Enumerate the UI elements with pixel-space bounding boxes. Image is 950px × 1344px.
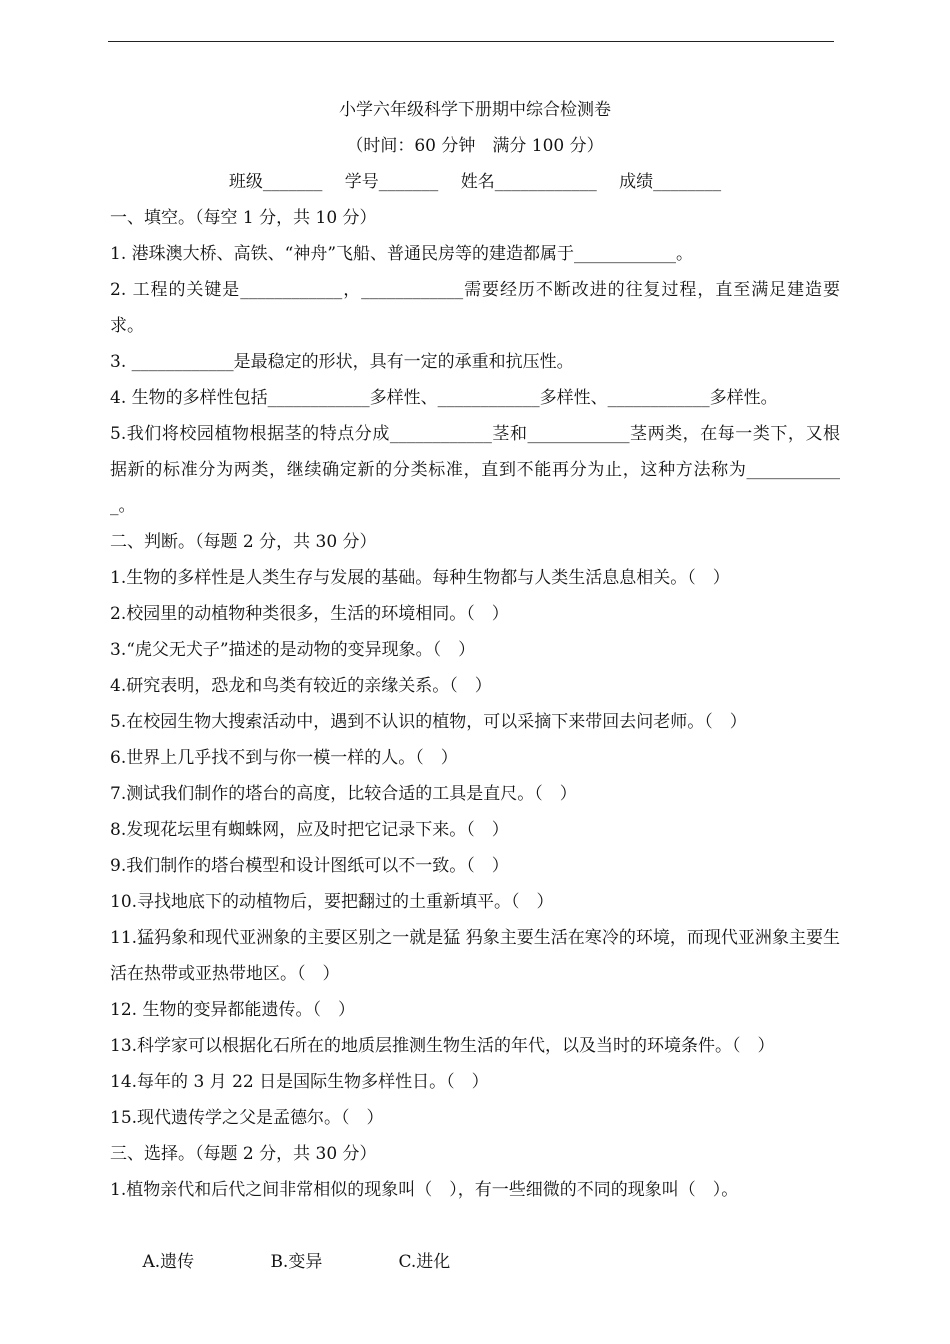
- choice-question-1: 1.植物亲代和后代之间非常相似的现象叫（ ），有一些细微的不同的现象叫（ ）。: [110, 1180, 739, 1200]
- judge-question-3: 3.“虎父无犬子”描述的是动物的变异现象。（ ）: [110, 640, 476, 660]
- fill-question-2: 2. 工程的关键是____________，____________需要经历不断改进的往复过程，直至满足建造要求。: [110, 280, 840, 336]
- judge-question-7: 7.测试我们制作的塔台的高度，比较合适的工具是直尺。（ ）: [110, 784, 577, 804]
- judge-question-10: 10.寻找地底下的动植物后，要把翻过的土重新填平。（ ）: [110, 892, 554, 912]
- judge-question-4: 4.研究表明，恐龙和鸟类有较近的亲缘关系。（ ）: [110, 676, 492, 696]
- fill-question-5: 5.我们将校园植物根据茎的特点分成____________茎和____________茎两类，在每一类下，又根据新的标准分为两类，继续确定新的分类标准，直到不能再分为止，这种方法称为____________。: [110, 424, 840, 516]
- section-3-heading: 三、选择。（每题 2 分，共 30 分）: [110, 1144, 377, 1164]
- option-b: B.变异: [270, 1252, 323, 1272]
- fill-question-1: 1. 港珠澳大桥、高铁、“神舟”飞船、普通民房等的建造都属于____________。: [110, 244, 694, 264]
- judge-question-12: 12. 生物的变异都能遗传。（ ）: [110, 1000, 355, 1020]
- judge-question-13: 13.科学家可以根据化石所在的地质层推测生物生活的年代，以及当时的环境条件。（ ）: [110, 1036, 775, 1056]
- judge-question-9: 9.我们制作的塔台模型和设计图纸可以不一致。（ ）: [110, 856, 509, 876]
- exam-title: 小学六年级科学下册期中综合检测卷: [339, 100, 611, 120]
- option-a: A.遗传: [142, 1252, 195, 1272]
- judge-question-11: 11.猛犸象和现代亚洲象的主要区别之一就是猛 犸象主要生活在寒冷的环境，而现代亚洲象主要生活在热带或亚热带地区。（ ）: [110, 928, 840, 984]
- section-2-heading: 二、判断。（每题 2 分，共 30 分）: [110, 532, 377, 552]
- exam-content: [110, 92, 840, 1316]
- option-c: C.进化: [398, 1252, 451, 1272]
- fill-question-3: 3. ____________是最稳定的形状，具有一定的承重和抗压性。: [110, 352, 574, 372]
- section-1-heading: 一、填空。（每空 1 分，共 10 分）: [110, 208, 377, 228]
- judge-question-5: 5.在校园生物大搜索活动中，遇到不认识的植物，可以采摘下来带回去问老师。（ ）: [110, 712, 747, 732]
- judge-question-15: 15.现代遗传学之父是孟德尔。（ ）: [110, 1108, 384, 1128]
- judge-question-2: 2.校园里的动植物种类很多，生活的环境相同。（ ）: [110, 604, 509, 624]
- judge-question-8: 8.发现花坛里有蜘蛛网，应及时把它记录下来。（ ）: [110, 820, 509, 840]
- fill-question-4: 4. 生物的多样性包括____________多样性、____________多样性、____________多样性。: [110, 388, 778, 408]
- judge-question-6: 6.世界上几乎找不到与你一模一样的人。（ ）: [110, 748, 458, 768]
- exam-subtitle: （时间：60 分钟 满分 100 分）: [346, 136, 604, 156]
- judge-question-1: 1.生物的多样性是人类生存与发展的基础。每种生物都与人类生活息息相关。（ ）: [110, 568, 730, 588]
- header-rule: [108, 41, 834, 42]
- choice-question-1-options: [110, 1208, 840, 1316]
- judge-question-14: 14.每年的 3 月 22 日是国际生物多样性日。（ ）: [110, 1072, 489, 1092]
- student-info-line: 班级_______ 学号_______ 姓名____________ 成绩________: [228, 172, 722, 192]
